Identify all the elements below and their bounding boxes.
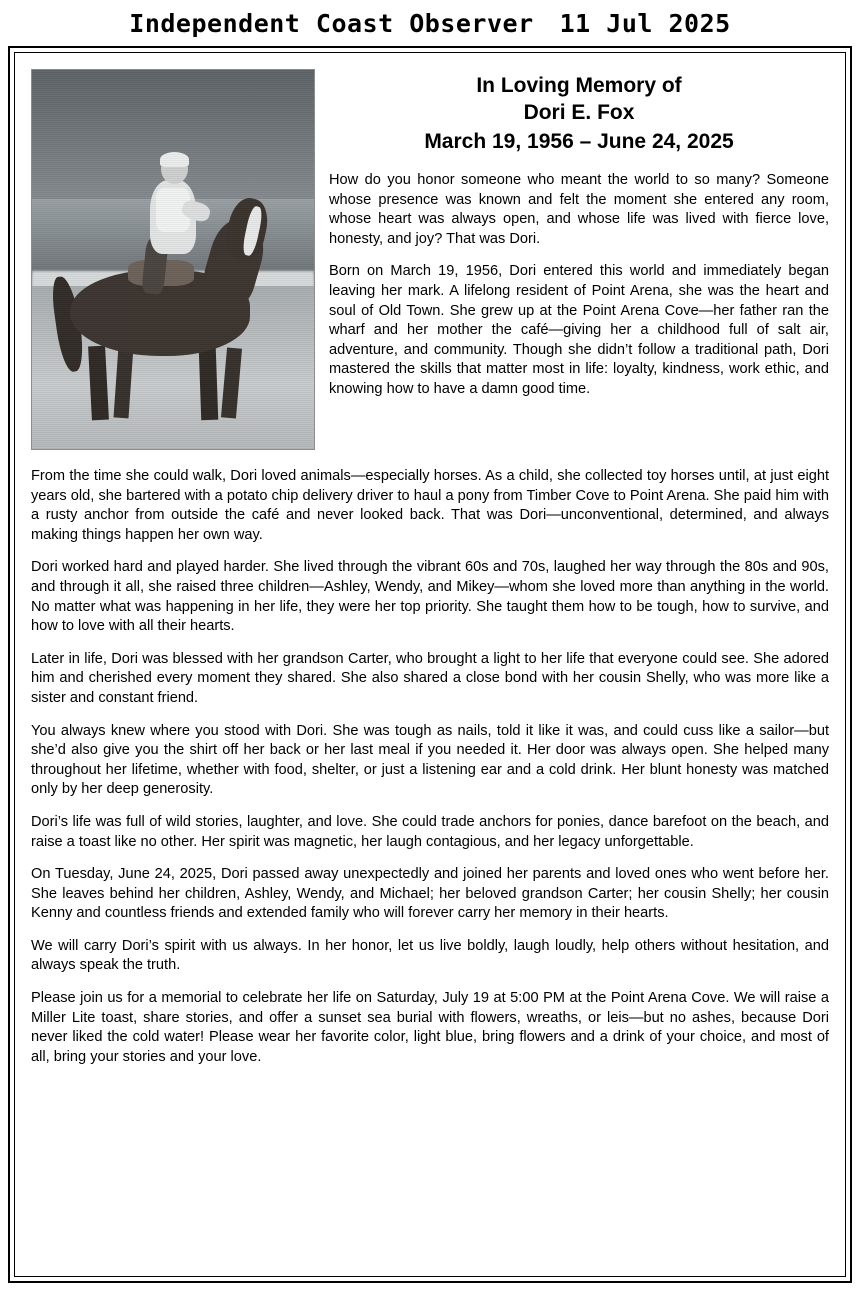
portrait-photo	[31, 69, 315, 450]
obituary-paragraph: How do you honor someone who meant the world to so many? Someone whose presence was known and felt the moment she entered any room, whose heart was always open, and whose life was lived with fierce love, honesty, and joy? That was Dori.	[329, 172, 829, 247]
masthead	[0, 0, 860, 46]
obituary-paragraph: Later in life, Dori was blessed with her grandson Carter, who brought a light to her life that everyone could see. She adored him and cherished every moment they shared. She also shared a close bond with her cousin Shelly, who was more like a sister and constant friend.	[31, 650, 829, 706]
rider-hair	[160, 152, 189, 167]
obituary-header-block	[31, 66, 829, 454]
obituary-frame	[8, 46, 852, 1283]
horse-leg-front-left	[199, 348, 219, 421]
publication-title: Independent Coast Observer	[129, 9, 534, 38]
publication-date: 11 Jul 2025	[559, 9, 731, 38]
obituary-paragraph: On Tuesday, June 24, 2025, Dori passed away unexpectedly and joined her parents and loved ones who went before her. She leaves behind her children, Ashley, Wendy, and Michael; her beloved grandson Carter; her cousin Shelly; her cousin Kenny and countless friends and extended family who will forever carry her memory in their hearts.	[31, 866, 829, 922]
obituary-paragraph: Dori worked hard and played harder. She lived through the vibrant 60s and 70s, laughed her way through the 80s and 90s, and through it all, she raised three children—Ashley, Wendy, and Mikey—whom she loved more than anything in the world. No matter what was happening in her life, they were her top priority. She taught them how to be tough, how to survive, and how to love with all their hearts.	[31, 559, 829, 635]
title-line-in-loving-memory: In Loving Memory of	[476, 74, 682, 97]
obituary-paragraph: Dori’s life was full of wild stories, laughter, and love. She could trade anchors for ponies, dance barefoot on the beach, and raise a toast like no other. Her spirit was magnetic, her laugh contagious, and her legacy unforgettable.	[31, 813, 829, 850]
obituary-paragraph: We will carry Dori’s spirit with us always. In her honor, let us live boldly, laugh loudly, help others without hesitation, and always speak the truth.	[31, 937, 829, 974]
obituary-paragraph: You always knew where you stood with Dori. She was tough as nails, told it like it was, and could cuss like a sailor—but she’d also give you the shirt off her back or her last meal if you needed it. Her door was always open. She helped many throughout her lifetime, whether with food, shelter, or just a listening ear and a cold drink. Her blunt honesty was matched only by her deep generosity.	[31, 722, 829, 798]
obituary-paragraph: From the time she could walk, Dori loved animals—especially horses. As a child, she collected toy horses until, at just eight years old, she bartered with a potato chip delivery driver to haul a pony from Timber Cove to Point Arena. She paid him with a rusty anchor from outside the café and never looked back. That was Dori—unconventional, determined, and always making things happen her own way.	[31, 468, 829, 543]
title-line-name: Dori E. Fox	[523, 101, 635, 124]
obituary-body	[14, 52, 846, 1277]
title-line-dates: March 19, 1956 – June 24, 2025	[424, 130, 734, 153]
obituary-paragraph: Born on March 19, 1956, Dori entered this world and immediately began leaving her mark. A lifelong resident of Point Arena, she was the heart and soul of Old Town. She grew up at the Point Arena Cove—her father ran the wharf and her mother the café—giving her a childhood full of salt air, adventure, and community. Though she didn’t follow a traditional path, Dori mastered the skills that matter most in life: loyalty, kindness, work ethic, and knowing how to have a damn good time.	[329, 263, 829, 397]
obituary-paragraph: Please join us for a memorial to celebrate her life on Saturday, July 19 at 5:00 PM at the Point Arena Cove. We will raise a Miller Lite toast, share stories, and offer a sunset sea burial with flowers, wreaths, or leis—but no ashes, because Dori never liked the cold water! Please wear her favorite color, light blue, bring flowers and a drink of your choice, and most of all, bring your stories and your love.	[31, 990, 829, 1065]
